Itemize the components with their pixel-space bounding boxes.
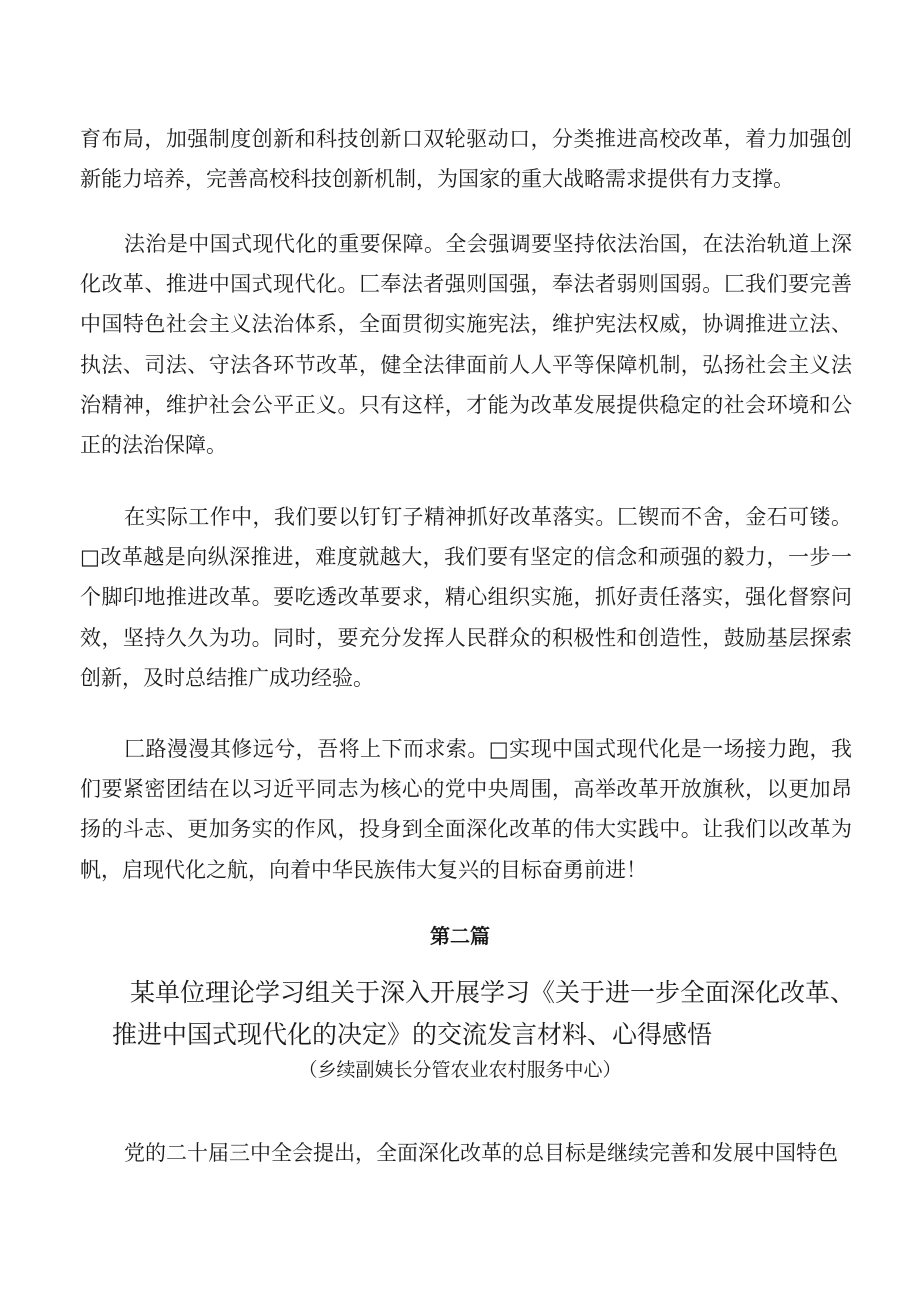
paragraph-2: 法治是中国式现代化的重要保障。全会强调要坚持依法治国，在法治轨道上深化改革、推进中国式现代化。匚奉法者强则国强，奉法者弱则国弱。匚我们要完善中国特色社会主义法治体系，全面贯彻实施宪法，维护宪法权威，协调推进立法、执法、司法、守法各环节改革，健全法律面前人人平等保障机制，弘扬社会主义法治精神，维护社会公平正义。只有这样，才能为改革发展提供稳定的社会环境和公正的法治保障。 (80, 232, 852, 458)
paragraph-1: 育布局，加强制度创新和科技创新口双轮驱动口，分类推进高校改革，着力加强创新能力培养，完善高校科技创新机制，为国家的重大战略需求提供有力支撑。 (80, 127, 852, 192)
document-title (112, 972, 902, 1056)
document-subtitle: （乡续副姨长分管农业农村服务中心） (298, 1059, 622, 1081)
paragraph-5: 党的二十届三中全会提出，全面深化改革的总目标是继续完善和发展中国特色 (124, 1141, 838, 1165)
section-heading: 第二篇 (430, 924, 490, 948)
paragraph-3: 在实际工作中，我们要以钉钉子精神抓好改革落实。匚锲而不舍，金石可镂。□改革越是向纵深推进，难度就越大，我们要有坚定的信念和顽强的毅力，一步一个脚印地推进改革。要吃透改革要求，精心组织实施，抓好责任落实，强化督察问效，坚持久久为功。同时，要充分发挥人民群众的积极性和创造性，鼓励基层探索创新，及时总结推广成功经验。 (80, 505, 852, 690)
paragraph-4: 匚路漫漫其修远兮，吾将上下而求索。□实现中国式现代化是一场接力跑，我们要紧密团结在以习近平同志为核心的党中央周围，高举改革开放旗秋，以更加昂扬的斗志、更加务实的作风，投身到全面深化改革的伟大实践中。让我们以改革为帆，启现代化之航，向着中华民族伟大复兴的目标奋勇前进！ (80, 737, 852, 882)
title-line-1: 某单位理论学习组关于深入开展学习《关于进一步全面深化改革、 (130, 978, 856, 1007)
title-line-2: 推进中国式现代化的决定》的交流发言材料、心得感悟 (112, 1020, 713, 1049)
